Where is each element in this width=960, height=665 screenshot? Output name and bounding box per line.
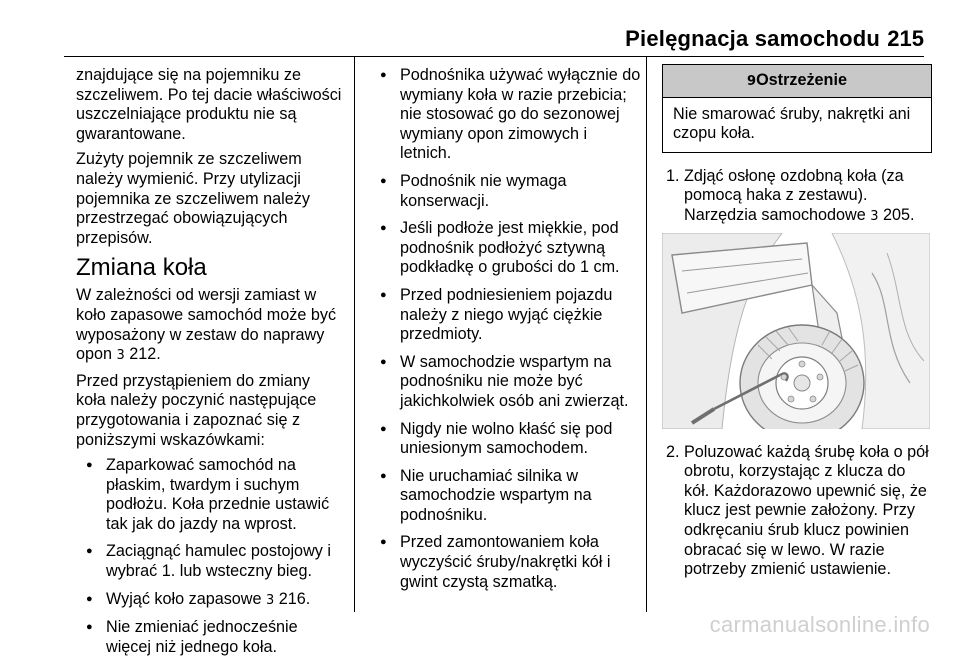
list-item: ● Nie uruchamiać silnika w samochodzie wspartym na podnośniku. <box>380 467 642 526</box>
cross-reference-page[interactable]: 216. <box>274 589 311 608</box>
column-3 <box>662 64 932 580</box>
procedure-steps <box>662 167 932 227</box>
paragraph-sealant-date: znajdujące się na pojemniku ze szczeliwem. Po tej dacie właściwości uszczelniające produktu nie są gwarantowane. <box>76 66 342 143</box>
cross-reference-page[interactable]: 205. <box>878 205 915 224</box>
step-text: Zdjąć osłonę ozdobną koła (za pomocą haka z zestawu). Narzędzia samochodowe <box>684 166 904 224</box>
warning-box <box>662 64 932 153</box>
wheel-hubcap-illustration <box>662 233 930 429</box>
list-item: ● W samochodzie wspartym na podnośniku nie może być jakichkolwiek osób ani zwierząt. <box>380 353 642 412</box>
step-item <box>662 167 932 227</box>
page-number: 215 <box>887 26 924 51</box>
column-separator-1 <box>354 56 355 612</box>
paragraph-repair-kit-text: W zależności od wersji zamiast w koło zapasowe samochód może być wyposażony w zestaw do naprawy opon <box>76 286 337 364</box>
watermark: carmanualsonline.info <box>709 612 930 637</box>
list-item: ● Zaciągnąć hamulec postojowy i wybrać 1. lub wsteczny bieg. <box>86 542 344 581</box>
step-text: Poluzować każdą śrubę koła o pół obrotu, korzystając z klucza do kół. Każdorazowo upewnić się, że klucz jest pewnie założony. Przy odkręcaniu śrub klucz powinien obracać się w lewo. W razie potrzeby zmienić ustawienie. <box>684 442 929 579</box>
list-item: ● Podnośnika używać wyłącznie do wymiany koła w razie przebicia; nie stosować go do sezonowej wymiany opon zimowych i letnich. <box>380 66 642 164</box>
cross-reference-page[interactable]: 212. <box>124 345 161 364</box>
list-item: ● Przed podniesieniem pojazdu należy z niego wyjąć ciężkie przedmioty. <box>380 286 642 345</box>
cross-reference-arrow-icon: 3 <box>266 592 275 608</box>
column-2 <box>380 66 642 600</box>
list-item <box>86 590 344 611</box>
list-item: ● Przed zamontowaniem koła wyczyścić śruby/nakrętki kół i gwint czystą szmatką. <box>380 533 642 592</box>
list-item: ● Podnośnik nie wymaga konserwacji. <box>380 172 642 211</box>
warning-title: Ostrzeżenie <box>756 71 847 89</box>
column-1 <box>76 66 344 665</box>
jack-safety-list <box>380 66 642 592</box>
list-item: ● Jeśli podłoże jest miękkie, pod podnośnik podłożyć sztywną podkładkę o grubości do 1 cm. <box>380 219 642 278</box>
paragraph-preparation: Przed przystąpieniem do zmiany koła należy poczynić następujące przygotowania i zapoznać się z poniższymi wskazówkami: <box>76 371 317 449</box>
procedure-steps-continued <box>662 443 932 580</box>
step-item <box>662 443 932 580</box>
cross-reference-arrow-icon: 3 <box>116 348 125 364</box>
list-item-text: Wyjąć koło zapasowe <box>106 589 262 608</box>
preparation-list <box>86 456 344 657</box>
section-heading-wheel-change: Zmiana koła <box>76 254 207 282</box>
list-item: ● Nigdy nie wolno kłaść się pod uniesionym samochodem. <box>380 420 642 459</box>
warning-header <box>663 65 931 98</box>
wheel-arch-drawing <box>662 233 930 429</box>
paragraph-repair-kit <box>76 286 344 365</box>
step-number: 1. <box>666 166 680 185</box>
step-number: 2. <box>666 442 680 461</box>
header-rule <box>64 56 924 57</box>
column-separator-2 <box>646 56 647 612</box>
cross-reference-arrow-icon: 3 <box>870 208 879 224</box>
list-item: ● Zaparkować samochód na płaskim, twardym i suchym podłożu. Koła przednie ustawić tak jak do jazdy na wprost. <box>86 456 344 534</box>
list-item: ● Nie zmieniać jednocześnie więcej niż jednego koła. <box>86 618 344 657</box>
warning-text: Nie smarować śruby, nakrętki ani czopu koła. <box>673 104 911 143</box>
page-header-title: Pielęgnacja samochodu <box>625 26 880 51</box>
warning-triangle-icon: 9 <box>747 74 757 89</box>
paragraph-sealant-disposal: Zużyty pojemnik ze szczeliwem należy wymienić. Przy utylizacji pojemnika ze szczeliwem należy przestrzegać obowiązujących przepisów. <box>76 150 310 247</box>
